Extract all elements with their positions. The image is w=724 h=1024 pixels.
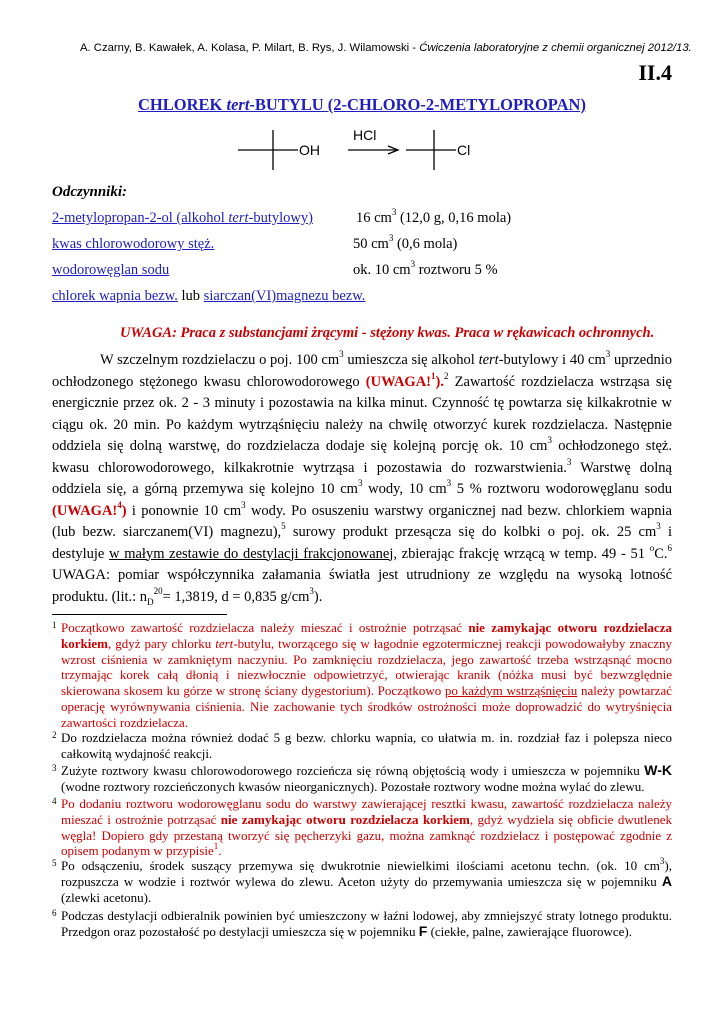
product-cl: Cl xyxy=(457,142,471,158)
safety-warning: UWAGA: Praca z substancjami żrącymi - stężony kwas. Praca w rękawicach ochronnych. xyxy=(120,325,655,341)
reagents-heading: Odczynniki: xyxy=(52,184,127,200)
reactant-oh: OH xyxy=(299,142,320,158)
footnote-2: 2 Do rozdzielacza można również dodać 5 g bezw. chlorku wapnia, co ułatwia m. in. rozdział faz i polepsza nieco całkowitą wydajność reakcji. xyxy=(52,730,672,761)
reagent-amount: 50 $cm^3$ (0,6 mola) xyxy=(353,233,458,252)
footnote-4: 4 Po dodaniu roztworu wodorowęglanu sodu do warstwy zawierającej resztki kwasu, zawartość rozdzielacza należy mieszać i ostrożnie potrząsać nie zamykając otworu rozdzielacza korkiem, gdyż wydziela się obficie dwutlenek węgla! Dopiero gdy przestaną tworzyć się pęcherzyki gazu, można zamknąć rozdzielacz i postępować zgodnie z opisem podanym w przypisie$^1$. xyxy=(52,796,672,859)
header-authors: A. Czarny, B. Kawałek, A. Kolasa, P. Milart, B. Rys, J. Wilamowski - xyxy=(80,42,420,54)
title-part-1: CHLOREK xyxy=(138,95,227,114)
procedure-paragraph: W szczelnym rozdzielaczu o poj. 100 $cm^3$ umieszcza się alkohol tert-butylowy i 40 $cm^3$ uprzednio ochłodzonego stężonego kwasu chlorowodorowego (UWAGA!$^1$).$^2$ Zawartość rozdzielacza wstrząsa się energicznie przez ok. 2 - 3 minuty i pozostawia na kilka minut. Czynność tę powtarza się kilkakrotnie w ciągu ok. 20 min. Po każdym wytrząśnięciu należy na chwilę otworzyć kurek rozdzielacza. Następnie oddziela się dolną warstwę, do rozdzielacza dodaje się kolejną porcję ok. 10 $cm^3$ ochłodzonego stęż. kwasu chlorowodorowego, kilkakrotnie wytrząsa i pozostawia do rozwarstwienia.$^3$ Warstwę dolną oddziela się, a górną przemywa się kolejno 10 $cm^3$ wody, 10 $cm^3$ 5 % roztworu wodorowęglanu sodu (UWAGA!$^4$) i ponownie 10 $cm^3$ wody. Po osuszeniu warstwy organicznej nad bezw. chlorkiem wapnia (lub bezw. siarczanem(VI) magnezu),$^5$ surowy produkt przesącza się do kolbki o poj. ok. 25 $cm^3$ i destyluje w małym zestawie do destylacji frakcjonowanej, zbierając frakcję wrzącą w temp. 49 - 51 $^o$C.$^6$ UWAGA: pomiar współczynnika załamania światła jest utrudniony ze względu na wysoką lotność produktu. (lit.: $n_D^{20}= 1,3819$, d = 0,835 $g/cm^3$). xyxy=(52,349,672,607)
reagent-link-hcl[interactable]: kwas chlorowodorowy stęż. xyxy=(52,236,215,252)
footnote-6: 6 Podczas destylacji odbieralnik powinien być umieszczony w łaźni lodowej, aby zmniejszyć straty lotnego produktu. Przedgon oraz pozostałość po destylacji umieszcza się w pojemniku F (ciekłe, palne, zawierające fluorowce). xyxy=(52,908,672,939)
title-part-3: -BUTYLU (2-CHLORO-2-METYLOPROPAN) xyxy=(249,95,586,114)
reagent-row xyxy=(52,262,169,279)
reagent-link-calcium-chloride[interactable]: chlorek wapnia bezw. xyxy=(52,288,178,304)
header-course: Ćwiczenia laboratoryjne z chemii organicznej 2012/13. xyxy=(419,42,692,54)
page-header xyxy=(80,42,692,54)
reaction-scheme xyxy=(238,122,498,172)
footnote-1: 1 Początkowo zawartość rozdzielacza należy mieszać i ostrożnie potrząsać nie zamykając otworu rozdzielacza korkiem, gdyż pary chlorku tert-butylu, tworzącego się w łagodnie egzotermicznej reakcji powodowałyby znaczny wzrost ciśnienia w zamkniętym naczyniu. Po zamknięciu rozdzielacza, jego zawartość trzeba wstrząsnąć mocno trzymając korek całą dłonią i niezwłocznie odpowietrzyć, otwierając kranik (nóżka musi być bezwzględnie skierowana skosem ku górze w stronę ściany dygestorium). Początkowo po każdym wstrząśnięciu należy powtarzać operację wyrównywania ciśnienia. Nie zachowanie tych środków ostrożności może doprowadzić do wytryśnięcia zawartości rozdzielacza. xyxy=(52,620,672,730)
reagent-hcl: HCl xyxy=(353,127,377,143)
reagent-link-sodium-bicarbonate[interactable]: wodorowęglan sodu xyxy=(52,262,170,278)
reagent-amount: ok. 10 $cm^3$ roztworu 5 % xyxy=(353,259,498,278)
section-code: II.4 xyxy=(638,60,672,85)
reagent-link-magnesium-sulfate[interactable]: siarczan(VI)magnezu bezw. xyxy=(203,288,366,304)
reagent-row xyxy=(52,288,365,305)
reagent-row xyxy=(52,210,313,227)
title-part-2: tert xyxy=(226,95,250,114)
procedure-text xyxy=(52,350,672,613)
reagent-or: lub xyxy=(177,288,204,304)
footnote-divider xyxy=(52,614,227,615)
reagent-link-tert-butanol[interactable]: 2-metylopropan-2-ol (alkohol tert-butylowy) xyxy=(52,210,313,226)
page-title xyxy=(0,95,724,115)
reagent-amount: 16 $cm^3$ (12,0 g, 0,16 mola) xyxy=(356,207,512,226)
footnote-3: 3 Zużyte roztwory kwasu chlorowodorowego rozcieńcza się równą objętością wody i umieszcza w pojemniku W-K (wodne roztwory rozcieńczonych kwasów nieorganicznych). Pozostałe roztwory wodne można wylać do zlewu. xyxy=(52,762,672,794)
reagent-row xyxy=(52,236,214,253)
footnote-5: 5 Po odsączeniu, środek suszący przemywa się dwukrotnie niewielkimi ilościami acetonu techn. (ok. 10 $cm^3$), rozpuszcza w wodzie i roztwór wylewa do zlewu. Aceton użyty do przemywania umieszcza się w pojemniku A (zlewki acetonu). xyxy=(52,855,672,905)
